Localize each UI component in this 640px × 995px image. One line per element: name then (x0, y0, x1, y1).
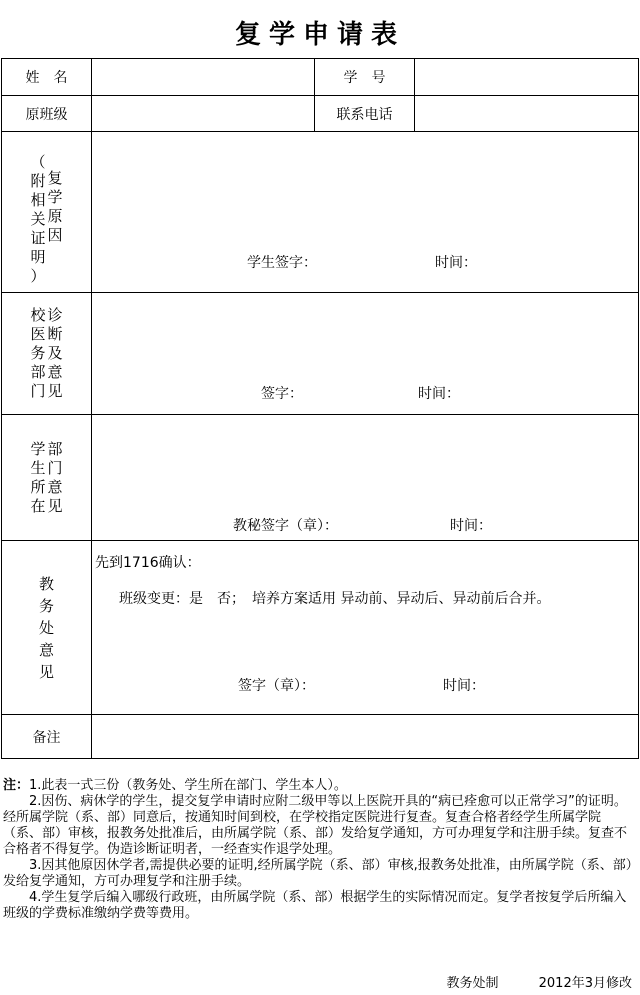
row-academic-office (2, 541, 639, 715)
office-signature-label: 签字（章）： (238, 678, 315, 694)
row-class-phone (2, 96, 639, 132)
note-3: 3.因其他原因休学者,需提供必要的证明,经所属学院（系、部）审核,报教务处批准，由所属学院（系、部）发给复学通知，方可办理复学和注册手续。 (3, 858, 633, 889)
secretary-signature-label: 教秘签字（章）： (233, 518, 338, 534)
hospital-label-col2: 诊 断 及 意 见 (47, 306, 63, 400)
note-4: 4.学生复学后编入哪级行政班，由所属学院（系、部）根据学生的实际情况而定。复学者按复学后所编入班级的学费标准缴纳学费等费用。 (3, 890, 627, 921)
phone-label: 联系电话 (315, 96, 415, 132)
student-id-label: 学 号 (315, 59, 415, 96)
reason-field[interactable] (92, 132, 639, 293)
name-field[interactable] (92, 59, 315, 96)
remarks-label: 备注 (2, 715, 92, 759)
office-time-label: 时间： (443, 678, 485, 694)
class-change-line: 班级变更：是 否； 培养方案适用 异动前、异动后、异动前后合并。 (119, 591, 551, 607)
orig-class-label: 原班级 (2, 96, 92, 132)
footer-revised: 2012年3月修改 (538, 976, 632, 991)
orig-class-field[interactable] (92, 96, 315, 132)
reason-label (2, 132, 92, 293)
notes-heading: 注： (3, 778, 30, 793)
phone-field[interactable] (415, 96, 639, 132)
row-hospital (2, 293, 639, 415)
application-form-table (1, 58, 639, 759)
hospital-signature-label: 签字： (261, 386, 303, 402)
hospital-label (2, 293, 92, 415)
form-title: 复学申请表 (234, 20, 405, 50)
student-signature-label: 学生签字： (247, 255, 317, 271)
notes-section (3, 778, 635, 922)
row-remarks (2, 715, 639, 759)
hospital-time-label: 时间： (418, 386, 460, 402)
reason-time-label: 时间： (435, 255, 477, 271)
name-label: 姓 名 (2, 59, 92, 96)
reason-label-col1: （ 附 相 关 证 明 ） (30, 152, 46, 285)
department-label-col2: 部 门 意 见 (47, 439, 63, 515)
office-field[interactable] (92, 541, 639, 715)
row-name-id (2, 59, 639, 96)
office-label: 教 务 处 意 见 (2, 541, 92, 715)
department-label-col1: 学 生 所 在 (30, 439, 46, 515)
department-time-label: 时间： (450, 518, 492, 534)
note-1: 注：1.此表一式三份（教务处、学生所在部门、学生本人）。 (3, 778, 347, 793)
department-field[interactable] (92, 415, 639, 541)
office-first-note: 先到1716确认： (95, 555, 201, 571)
department-label (2, 415, 92, 541)
row-department (2, 415, 639, 541)
student-id-field[interactable] (415, 59, 639, 96)
footer (410, 972, 632, 991)
hospital-label-col1: 校 医 务 部 门 (30, 306, 46, 400)
hospital-field[interactable] (92, 293, 639, 415)
row-reason (2, 132, 639, 293)
note-2: 2.因伤、病休学的学生，提交复学申请时应附二级甲等以上医院开具的“病已痊愈可以正常学习”的证明。经所属学院（系、部）同意后，按通知时间到校，在学校指定医院进行复查。复查合格者经学生所属学院（系、部）审核，报教务处批准后，由所属学院（系、部）发给复学通知，方可办理复学和注册手续。复查不合格者不得复学。伪造诊断证明者，一经查实作退学处理。 (3, 794, 628, 857)
footer-office: 教务处制 (446, 976, 499, 991)
reason-label-col2: 复 学 原 因 (47, 168, 63, 244)
remarks-field[interactable] (92, 715, 639, 759)
